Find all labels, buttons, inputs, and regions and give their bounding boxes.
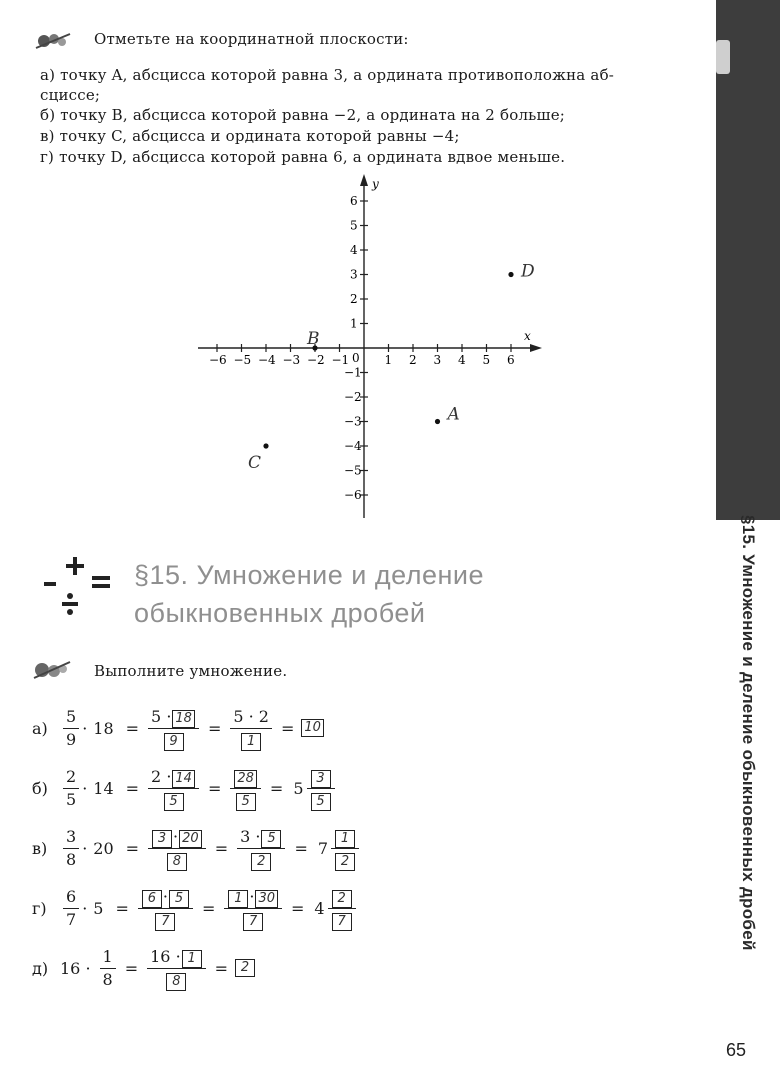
y-tick-label: −2: [344, 390, 362, 404]
x-tick-label: −5: [233, 353, 252, 367]
y-tick-label: −6: [344, 488, 362, 502]
x-tick-label: −1: [331, 353, 350, 367]
section-title-line2: обыкновенных дробей: [134, 598, 426, 628]
y-tick-label: 4: [350, 243, 358, 257]
task1-item-b: б) точку B, абсцисса которой равна −2, а ордината на 2 больше;: [40, 106, 566, 124]
y-axis-label: y: [372, 177, 379, 191]
x-tick-label: 2: [409, 353, 417, 367]
y-tick-label: 2: [350, 292, 358, 306]
y-tick-label: −1: [344, 365, 362, 380]
coordinate-plane: [190, 170, 550, 525]
section-title-line1: §15. Умножение и деление: [134, 560, 485, 590]
side-title-text: §15. Умножение и деление обыкновенных дробей: [739, 515, 758, 951]
y-tick-label: −5: [344, 463, 362, 478]
x-tick-label: −4: [258, 353, 276, 367]
point-label-d: D: [521, 261, 535, 282]
side-band: [716, 0, 780, 520]
y-tick-label: −4: [344, 439, 362, 453]
exercise-d: г) $\frac{6}{7}$ · 5 = $\frac{6 \cdot 5}{7}$ = $\frac{1 \cdot 30}{7}$ = 4 $\frac{2}{7}$: [32, 880, 359, 936]
arithmetic-operations-icon: [40, 552, 120, 632]
x-tick-label: 5: [482, 353, 491, 367]
y-axis-arrow: [360, 174, 368, 186]
pencil-task-icon: [30, 658, 74, 682]
point-c: [263, 443, 268, 448]
x-tick-label: 6: [507, 353, 515, 367]
exercise-c: в) $\frac{3}{8}$ · 20 = $\frac{3 \cdot 20}{8}$ = $\frac{3 \cdot 5}{2}$ = 7 $\frac{1}{2}$: [32, 820, 362, 876]
x-tick-label: 1: [384, 353, 393, 367]
point-label-b: B: [307, 329, 320, 349]
point-label-a: A: [447, 404, 460, 425]
task1-item-d: г) точку D, абсцисса которой равна 6, а ордината вдвое меньше.: [40, 148, 566, 166]
origin-label: 0: [352, 351, 360, 365]
x-tick-label: 4: [458, 353, 466, 367]
task1-header: Отметьте на координатной плоскости:: [94, 30, 409, 48]
task2-header: Выполните умножение.: [94, 662, 288, 680]
task1-item-a: а) точку A, абсцисса которой равна 3, а ордината противоположна аб-: [40, 66, 615, 84]
y-tick-label: 3: [350, 267, 358, 282]
exercise-e: д) 16 · $\frac{1}{8}$ = $\frac{16 \cdot 1}{8}$ = 2: [32, 940, 256, 996]
point-label-c: C: [248, 453, 262, 473]
task1-item-c: в) точку C, абсцисса и ордината которой равны −4;: [40, 127, 460, 145]
x-axis-label: x: [524, 329, 531, 343]
y-tick-label: 6: [350, 194, 358, 208]
page-number: 65: [726, 1040, 747, 1060]
y-tick-label: −3: [344, 414, 362, 429]
y-tick-label: 5: [350, 218, 358, 233]
task1-item-a-cont: сциссе;: [40, 86, 101, 104]
point-a: [435, 419, 440, 424]
x-tick-label: 3: [433, 353, 442, 367]
exercise-a: а) $\frac{5}{9}$ · 18 = $\frac{5 \cdot 18}{9}$ = $\frac{5 \cdot 2}{1}$ = 10: [32, 700, 325, 756]
side-title: [722, 515, 762, 1005]
x-tick-label: −2: [307, 353, 325, 367]
x-axis-arrow: [530, 344, 542, 352]
x-tick-label: −3: [282, 353, 301, 367]
band-notch: [716, 40, 730, 74]
pencil-task-icon: [32, 28, 76, 52]
point-d: [508, 272, 513, 277]
exercise-b: б) $\frac{2}{5}$ · 14 = $\frac{2 \cdot 14}{5}$ = $\frac{28}{5}$ = 5 $\frac{3}{5}$: [32, 760, 338, 816]
y-tick-label: 1: [350, 316, 358, 331]
x-tick-label: −6: [209, 353, 227, 367]
